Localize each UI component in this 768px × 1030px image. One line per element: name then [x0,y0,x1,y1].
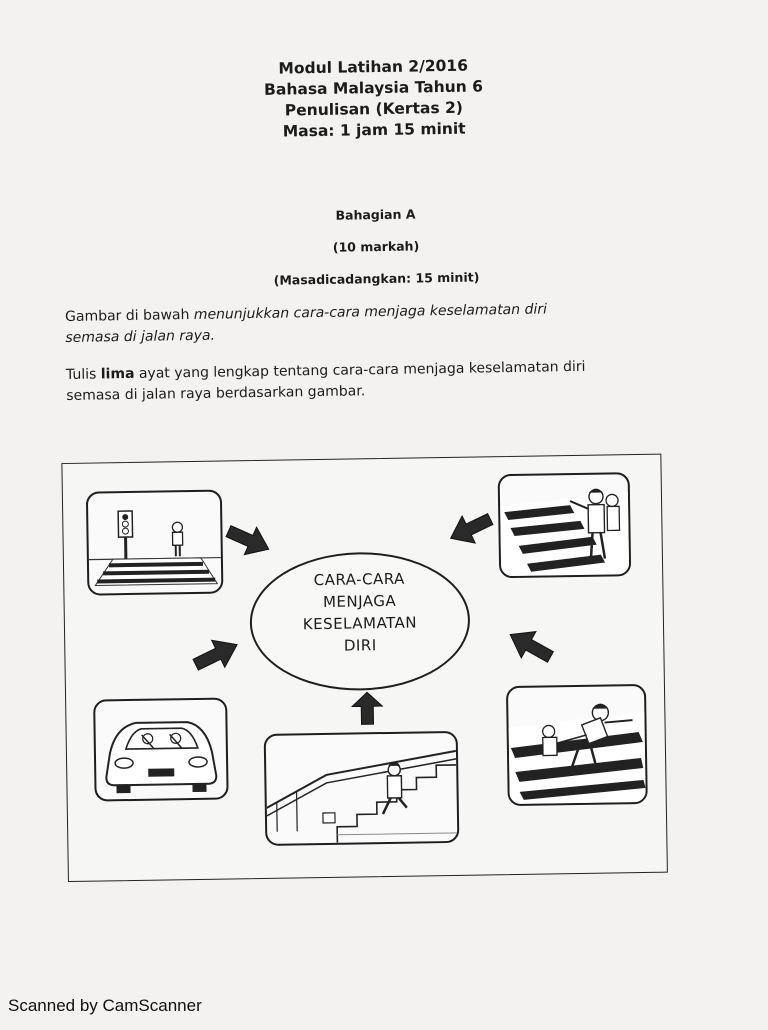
section-suggested-time: (Masadicadangkan: 15 minit) [156,268,596,290]
instruction-paragraph-2 [66,356,667,407]
center-line-2: MENJAGA [251,591,467,612]
panel-pedestrian-bridge [264,731,460,846]
arrow-mid-right-icon [504,627,557,664]
arrow-mid-left-icon [190,636,243,673]
zebra-crossing-hand-raised-icon [500,474,630,576]
scanner-watermark: Scanned by CamScanner [8,996,202,1016]
traffic-light-crossing-icon [88,492,222,594]
panel-children-crossing [506,684,648,806]
center-line-4: DIRI [252,635,468,656]
instruction-2-bold: lima [101,366,135,383]
arrow-bottom-icon [343,690,392,727]
subject-title: Bahasa Malaysia Tahun 6 [153,76,593,101]
center-line-3: KESELAMATAN [252,613,468,634]
seatbelt-car-icon [95,700,227,800]
panel-seatbelt-car [93,697,229,801]
paper-title: Penulisan (Kertas 2) [154,97,594,122]
module-title: Modul Latihan 2/2016 [153,55,593,80]
instruction-paragraph-1 [65,298,666,349]
center-line-1: CARA-CARA [251,569,467,590]
instruction-2-line2: semasa di jalan raya berdasarkan gambar. [66,383,365,404]
time-title: Masa: 1 jam 15 minit [154,118,594,143]
arrow-top-right-icon [446,510,495,547]
panel-zebra-crossing [498,472,632,578]
pedestrian-bridge-icon [266,733,458,844]
children-crossing-icon [508,686,646,804]
section-title: Bahagian A [155,204,595,226]
instruction-1-text: Gambar di bawah [65,307,194,325]
instruction-1-italic: menunjukkan cara-cara menjaga keselamatan diri [194,301,547,323]
section-marks: (10 markah) [156,236,596,258]
instruction-1-line2: semasa di jalan raya. [65,328,215,346]
arrow-top-left-icon [224,522,273,559]
instruction-2-rest: ayat yang lengkap tentang cara-cara menjaga keselamatan diri [134,359,585,382]
panel-traffic-light [86,490,224,596]
instruction-2-text: Tulis [66,366,101,383]
